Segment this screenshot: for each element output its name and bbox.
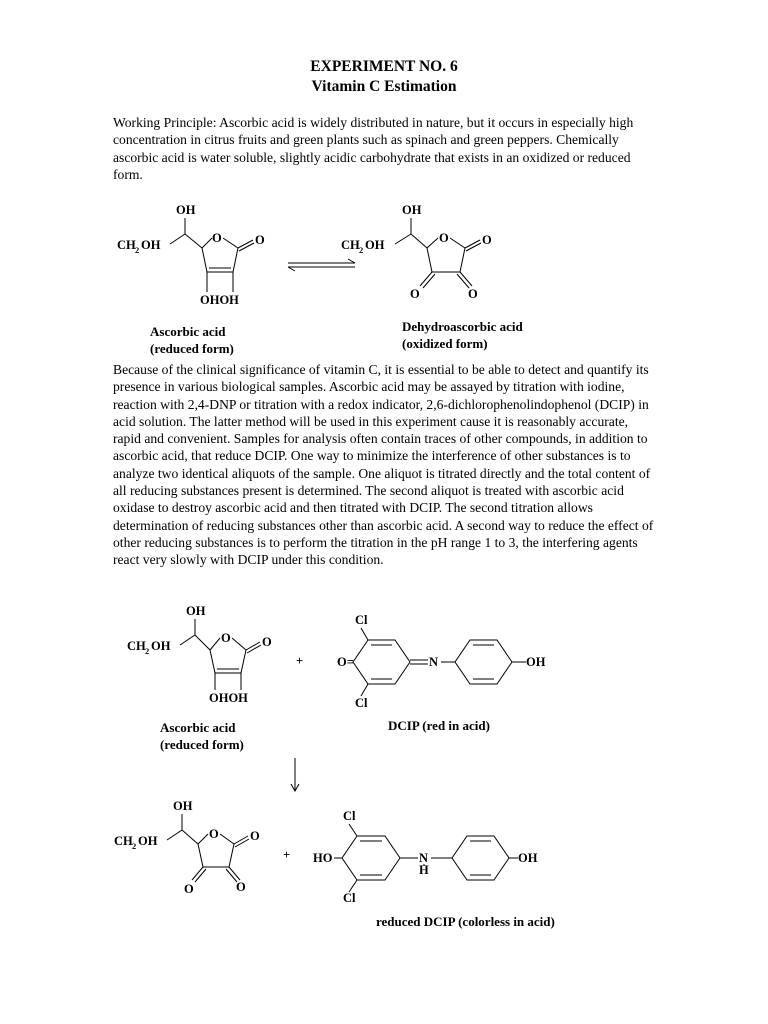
dcip-structure: [337, 613, 546, 710]
svg-text:O: O: [184, 882, 194, 896]
svg-text:2: 2: [145, 646, 150, 656]
svg-text:OH: OH: [173, 799, 193, 813]
body-paragraph: Because of the clinical significance of vitamin C, it is essential to be able to detect and quantify its presence in various biological samples. Ascorbic acid may be assayed by titration with iodine, reaction with 2,4-DNP or titration with a redox indicator, 2,6-dichlorophenolindophenol (DCIP) in acid solution. The latter method will be used in this experiment cause it is reasonably accurate, rapid and convenient. Samples for analysis often contain traces of other compounds, in addition to ascorbic acid, that reduce DCIP. One way to minimize the interference of other substances is to analyze two identical aliquots of the sample. One aliquot is titrated directly and the total content of all reducing substances present is determined. The second aliquot is treated with ascorbic acid oxidase to destroy ascorbic acid and then titrated with DCIP. The second titration allows determination of reducing substances other than ascorbic acid. A second way to reduce the effect of other reducing substances is to perform the titration in the pH range 1 to 3, the interfering agents react very slowly with DCIP under this condition.: [113, 362, 654, 568]
reduced-dcip-structure: [313, 809, 538, 905]
svg-text:O: O: [221, 631, 231, 645]
svg-text:Cl: Cl: [355, 696, 368, 710]
svg-text:N: N: [429, 655, 439, 669]
svg-text:CH: CH: [127, 639, 146, 653]
svg-text:2: 2: [132, 841, 137, 851]
reaction-arrow: [291, 758, 299, 791]
svg-text:OHOH: OHOH: [200, 293, 239, 307]
reduced-dcip-label: reduced DCIP (colorless in acid): [376, 914, 555, 929]
reduced-form-label-1: (reduced form): [150, 341, 234, 356]
svg-text:O: O: [439, 231, 449, 245]
svg-text:2: 2: [359, 245, 364, 255]
svg-text:CH: CH: [117, 238, 136, 252]
experiment-subtitle: Vitamin C Estimation: [311, 78, 457, 95]
dehydroascorbic-acid-product: [114, 799, 260, 896]
svg-text:O: O: [212, 231, 222, 245]
svg-text:OH: OH: [186, 604, 206, 618]
reduced-form-label-2: (reduced form): [160, 737, 244, 752]
svg-text:OH: OH: [151, 639, 171, 653]
dehydroascorbic-acid-label: Dehydroascorbic acid: [402, 319, 523, 334]
svg-text:CH: CH: [114, 834, 133, 848]
oxidized-form-label: (oxidized form): [402, 336, 488, 351]
svg-text:O: O: [236, 880, 246, 894]
svg-text:O: O: [410, 287, 420, 301]
ascorbic-acid-structure-2: [127, 604, 272, 705]
svg-text:H: H: [419, 863, 429, 877]
svg-text:CH: CH: [341, 238, 360, 252]
svg-text:O=: O=: [337, 655, 354, 669]
dcip-label: DCIP (red in acid): [388, 718, 490, 733]
svg-text:O: O: [468, 287, 478, 301]
svg-text:OH: OH: [141, 238, 161, 252]
svg-text:OH: OH: [526, 655, 546, 669]
svg-text:+: +: [296, 654, 304, 668]
intro-paragraph: Working Principle: Ascorbic acid is widely distributed in nature, but it occurs in especially high concentration in citrus fruits and green plants such as spinach and green peppers. Chemically ascorbic acid is water soluble, slightly acidic carbohydrate that exists in an oxidized or reduced form.: [113, 115, 634, 182]
ascorbic-acid-label-2: Ascorbic acid: [160, 720, 236, 735]
svg-text:O: O: [250, 829, 260, 843]
svg-text:O: O: [209, 827, 219, 841]
svg-text:+: +: [283, 848, 291, 862]
svg-text:O: O: [482, 233, 492, 247]
svg-text:OH: OH: [365, 238, 385, 252]
svg-text:N: N: [419, 851, 429, 865]
svg-text:Cl: Cl: [355, 613, 368, 627]
svg-text:2: 2: [135, 245, 140, 255]
svg-text:OH: OH: [402, 203, 422, 217]
svg-text:Cl: Cl: [343, 891, 356, 905]
svg-text:OH: OH: [518, 851, 538, 865]
svg-text:HO: HO: [313, 851, 333, 865]
svg-text:O: O: [262, 635, 272, 649]
svg-text:OHOH: OHOH: [209, 691, 248, 705]
svg-text:OH: OH: [176, 203, 196, 217]
experiment-title: EXPERIMENT NO. 6: [310, 58, 458, 75]
svg-text:O: O: [255, 233, 265, 247]
svg-text:OH: OH: [138, 834, 158, 848]
svg-text:Cl: Cl: [343, 809, 356, 823]
ascorbic-acid-label-1: Ascorbic acid: [150, 324, 226, 339]
